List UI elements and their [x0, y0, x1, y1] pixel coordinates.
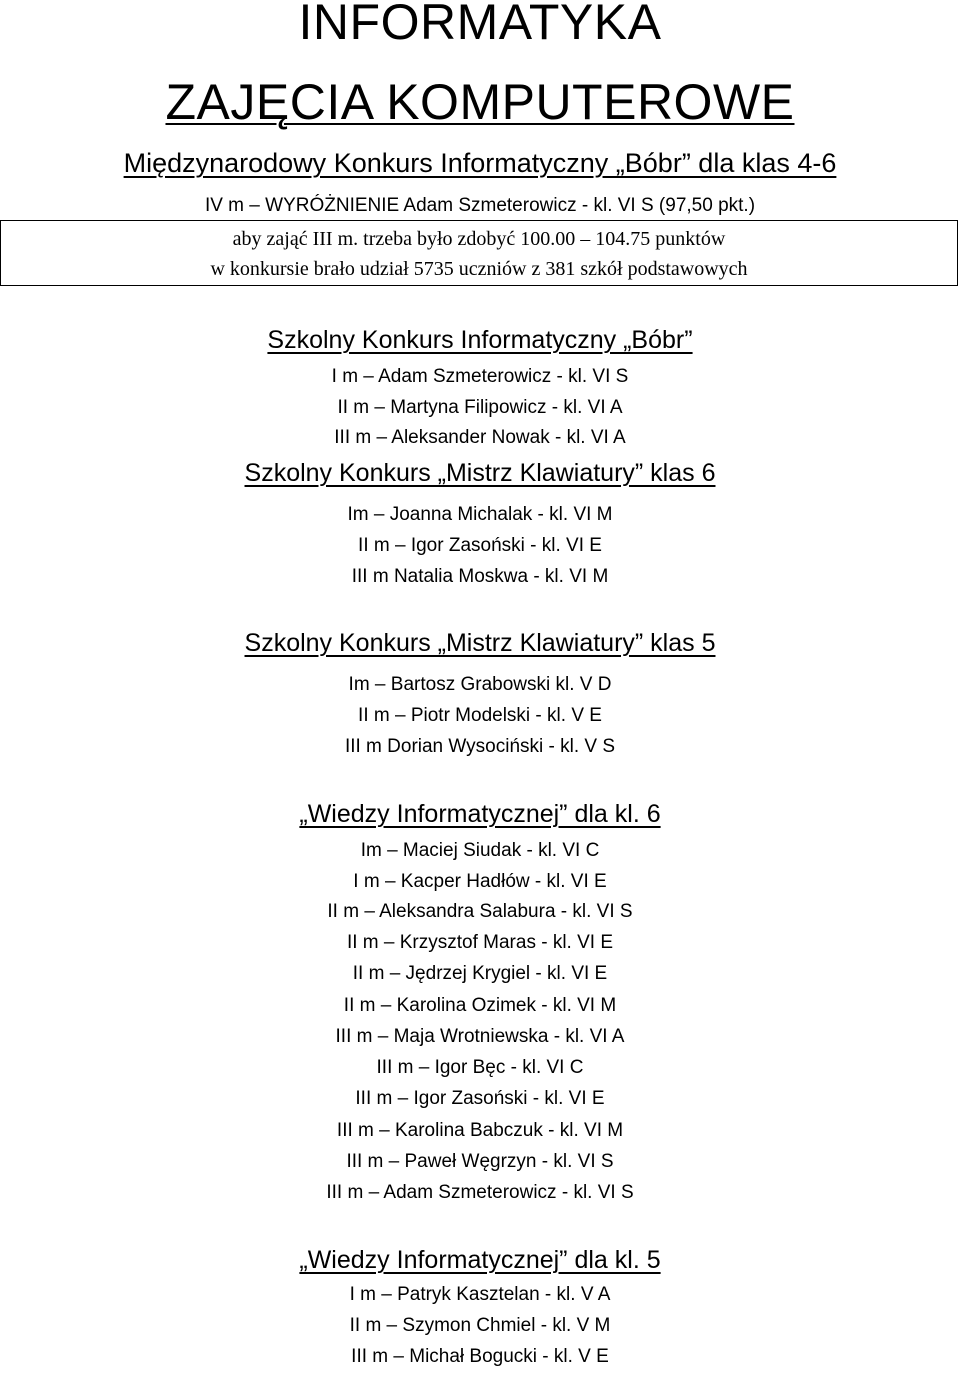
list-item: III m – Igor Zasoński - kl. VI E	[355, 1088, 605, 1109]
list-item: Im – Maciej Siudak - kl. VI C	[360, 840, 600, 861]
section-heading-mistrz-klawiatury-6: Szkolny Konkurs „Mistrz Klawiatury” klas 6	[244, 459, 716, 487]
international-bobr-note-line2: w konkursie brało udział 5735 uczniów z 381 szkół podstawowych	[210, 258, 748, 280]
list-item: III m – Aleksander Nowak - kl. VI A	[334, 427, 626, 448]
list-item: II m – Szymon Chmiel - kl. V M	[349, 1315, 611, 1336]
international-bobr-note-box	[0, 220, 958, 286]
list-item: II m – Jędrzej Krygiel - kl. VI E	[352, 963, 608, 984]
section-heading-szkolny-bobr: Szkolny Konkurs Informatyczny „Bóbr”	[267, 326, 693, 354]
section-heading-mistrz-klawiatury-5: Szkolny Konkurs „Mistrz Klawiatury” klas 5	[244, 629, 716, 657]
section-heading-wiedzy-informatycznej-5: „Wiedzy Informatycznej” dla kl. 5	[299, 1246, 661, 1274]
list-item: III m – Karolina Babczuk - kl. VI M	[336, 1120, 624, 1141]
list-item: III m Dorian Wysociński - kl. V S	[344, 736, 616, 757]
list-item: I m – Adam Szmeterowicz - kl. VI S	[331, 366, 629, 387]
list-item: Im – Bartosz Grabowski kl. V D	[348, 674, 612, 695]
list-item: III m – Adam Szmeterowicz - kl. VI S	[326, 1182, 634, 1203]
title-informatyka: INFORMATYKA	[298, 0, 662, 50]
list-item: II m – Martyna Filipowicz - kl. VI A	[337, 397, 623, 418]
list-item: II m – Piotr Modelski - kl. V E	[358, 705, 602, 726]
list-item: III m – Paweł Węgrzyn - kl. VI S	[346, 1151, 614, 1172]
international-bobr-result: IV m – WYRÓŻNIENIE Adam Szmeterowicz - kl. VI S (97,50 pkt.)	[204, 195, 756, 216]
list-item: I m – Patryk Kasztelan - kl. V A	[349, 1284, 611, 1305]
list-item: I m – Kacper Hadłów - kl. VI E	[353, 871, 607, 892]
list-item: II m – Krzysztof Maras - kl. VI E	[346, 932, 614, 953]
list-item: Im – Joanna Michalak - kl. VI M	[347, 504, 613, 525]
list-item: III m – Maja Wrotniewska - kl. VI A	[335, 1026, 625, 1047]
title-zajecia-komputerowe: ZAJĘCIA KOMPUTEROWE	[165, 74, 795, 130]
list-item: II m – Igor Zasoński - kl. VI E	[358, 535, 602, 556]
list-item: II m – Aleksandra Salabura - kl. VI S	[327, 901, 633, 922]
section-heading-wiedzy-informatycznej-6: „Wiedzy Informatycznej” dla kl. 6	[299, 800, 661, 828]
list-item: III m – Michał Bogucki - kl. V E	[351, 1346, 609, 1367]
international-bobr-heading: Międzynarodowy Konkurs Informatyczny „Bóbr” dla klas 4-6	[123, 148, 837, 178]
international-bobr-note-line1: aby zająć III m. trzeba było zdobyć 100.00 – 104.75 punktów	[232, 228, 726, 250]
list-item: III m Natalia Moskwa - kl. VI M	[351, 566, 609, 587]
list-item: III m – Igor Bęc - kl. VI C	[376, 1057, 584, 1078]
list-item: II m – Karolina Ozimek - kl. VI M	[343, 995, 617, 1016]
